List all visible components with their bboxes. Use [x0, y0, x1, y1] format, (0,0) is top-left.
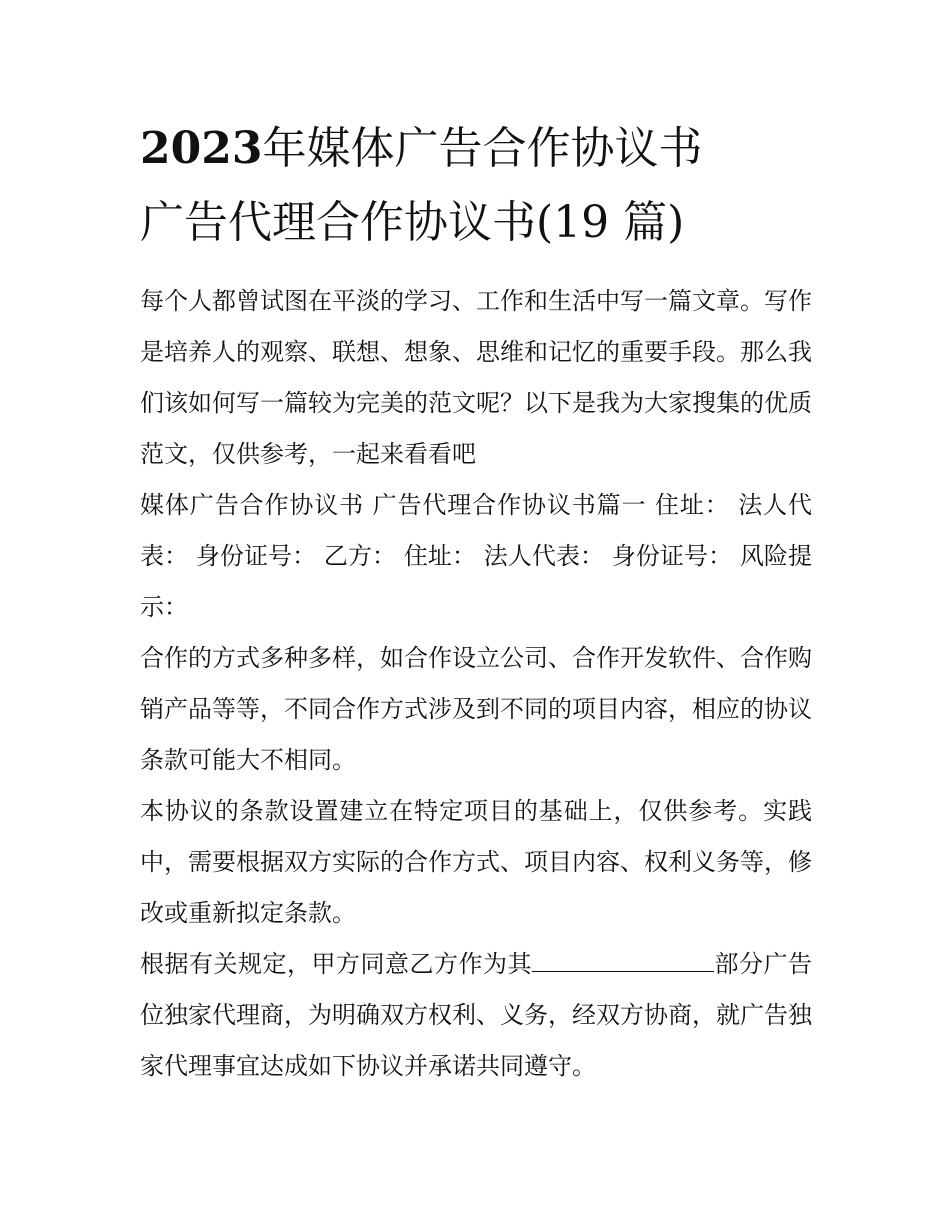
document-body — [140, 276, 812, 1092]
cooperation-paragraph: 合作的方式多种多样，如合作设立公司、合作开发软件、合作购销产品等等，不同合作方式涉及到不同的项目内容，相应的协议条款可能大不相同。 — [140, 644, 812, 774]
agreement-paragraph — [140, 939, 812, 1092]
reference-paragraph: 本协议的条款设置建立在特定项目的基础上，仅供参考。实践中，需要根据双方实际的合作方式、项目内容、权利义务等，修改或重新拟定条款。 — [140, 797, 812, 927]
title-year: 2023 — [140, 123, 263, 174]
parties-paragraph: 媒体广告合作协议书 广告代理合作协议书篇一 住址： 法人代表： 身份证号： 乙方： 住址： 法人代表： 身份证号： 风险提示： — [140, 491, 812, 621]
agreement-text-before-blank: 根据有关规定，甲方同意乙方作为其 — [140, 950, 532, 978]
intro-paragraph: 每个人都曾试图在平淡的学习、工作和生活中写一篇文章。写作是培养人的观察、联想、想象、思维和记忆的重要手段。那么我们该如何写一篇较为完美的范文呢？以下是我为大家搜集的优质范文，仅供参考，一起来看看吧 — [140, 287, 812, 468]
title-line-1-text: 年媒体广告合作协议书 — [262, 123, 703, 174]
fill-in-blank — [532, 949, 714, 972]
title-line-1 — [140, 112, 820, 186]
title-line-2: 广告代理合作协议书(19 篇) — [140, 197, 685, 248]
document-title — [140, 112, 820, 260]
agreement-text-after-blank: 部分广告位独家代理商，为明确双方权利、义务，经双方协商，就广告独家代理事宜达成如下协议并承诺共同遵守。 — [140, 950, 812, 1080]
